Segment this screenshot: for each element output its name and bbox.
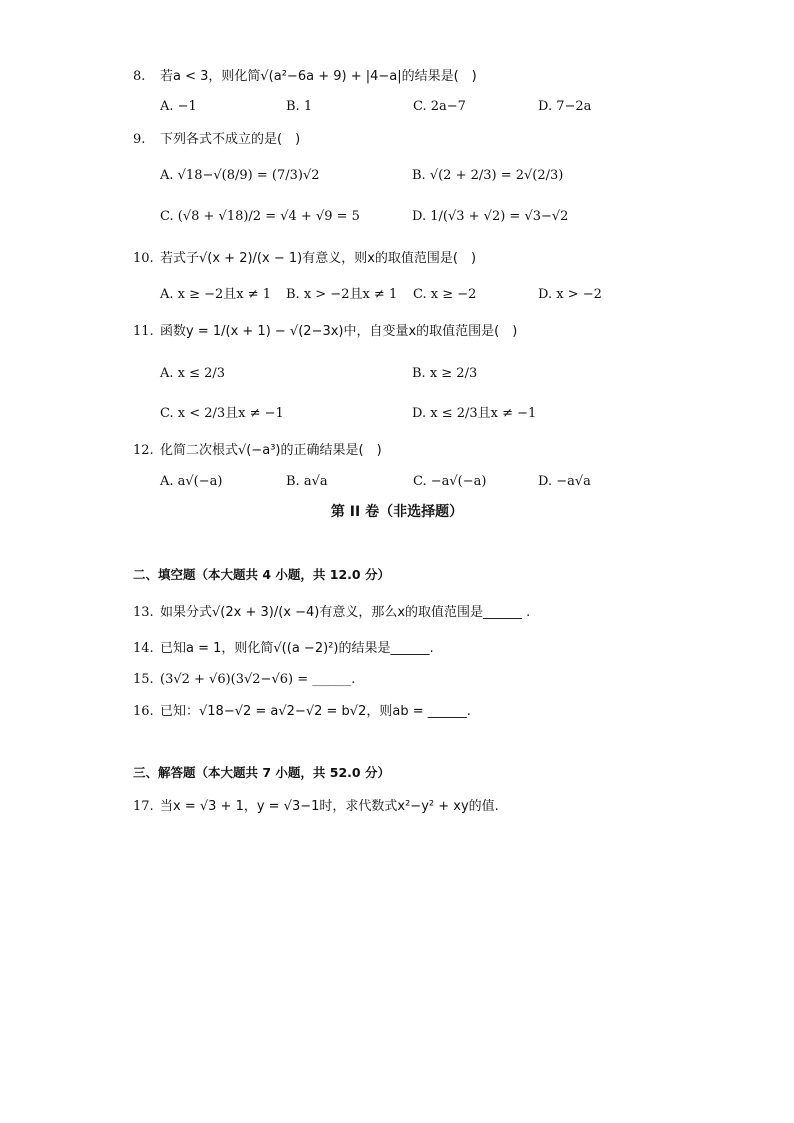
option-c: C. 2a−7 (413, 99, 466, 114)
option-a: A. x ≥ −2且x ≠ 1 (160, 287, 272, 302)
question-stem: 若a < 3，则化简√(a²−6a + 9) + |4−a|的结果是( ) (160, 69, 477, 84)
question-number: 16. (133, 704, 154, 719)
question-number: 12. (133, 443, 154, 458)
option-b: B. x > −2且x ≠ 1 (286, 287, 398, 302)
question-stem: 下列各式不成立的是( ) (160, 132, 301, 147)
question-number: 14. (133, 641, 154, 656)
question-stem: 已知：√18−√2 = a√2−√2 = b√2，则ab = ______. (160, 704, 471, 719)
question-number: 13. (133, 605, 154, 620)
option-a: A. √18−√(8/9) = (7/3)√2 (160, 168, 320, 183)
section-heading: 二、填空题（本大题共 4 小题，共 12.0 分） (133, 567, 390, 582)
part-2-title: 第 II 卷（非选择题） (330, 504, 464, 520)
option-c: C. x < 2/3且x ≠ −1 (160, 406, 284, 421)
question-number: 17. (133, 799, 154, 814)
option-d: D. 1/(√3 + √2) = √3−√2 (412, 209, 569, 224)
section-heading: 三、解答题（本大题共 7 小题，共 52.0 分） (133, 765, 390, 780)
option-c: C. x ≥ −2 (413, 287, 477, 302)
question-stem: 如果分式√(2x + 3)/(x −4)有意义，那么x的取值范围是______ . (160, 605, 531, 620)
option-c: C. −a√(−a) (413, 474, 487, 489)
option-c: C. (√8 + √18)/2 = √4 + √9 = 5 (160, 209, 360, 224)
question-stem: 当x = √3 + 1，y = √3−1时，求代数式x²−y² + xy的值. (160, 799, 499, 814)
option-d: D. x ≤ 2/3且x ≠ −1 (412, 406, 537, 421)
option-a: A. x ≤ 2/3 (160, 366, 226, 381)
option-a: A. a√(−a) (160, 474, 223, 489)
option-a: A. −1 (160, 99, 197, 114)
question-stem: 化简二次根式√(−a³)的正确结果是( ) (160, 443, 382, 458)
question-stem: (3√2 + √6)(3√2−√6) = ______. (160, 672, 356, 687)
question-number: 8. (133, 69, 146, 84)
question-stem: 若式子√(x + 2)/(x − 1)有意义，则x的取值范围是( ) (160, 251, 477, 266)
option-d: D. −a√a (538, 474, 591, 489)
question-number: 11. (133, 324, 154, 339)
option-b: B. 1 (286, 99, 313, 114)
question-stem: 函数y = 1/(x + 1) − √(2−3x)中，自变量x的取值范围是( ) (160, 324, 518, 339)
option-b: B. √(2 + 2/3) = 2√(2/3) (412, 168, 564, 183)
option-d: D. 7−2a (538, 99, 592, 114)
option-b: B. a√a (286, 474, 328, 489)
question-stem: 已知a = 1，则化简√((a −2)²)的结果是______. (160, 641, 434, 656)
question-number: 10. (133, 251, 154, 266)
question-number: 15. (133, 672, 154, 687)
option-b: B. x ≥ 2/3 (412, 366, 478, 381)
question-number: 9. (133, 132, 146, 147)
option-d: D. x > −2 (538, 287, 602, 302)
